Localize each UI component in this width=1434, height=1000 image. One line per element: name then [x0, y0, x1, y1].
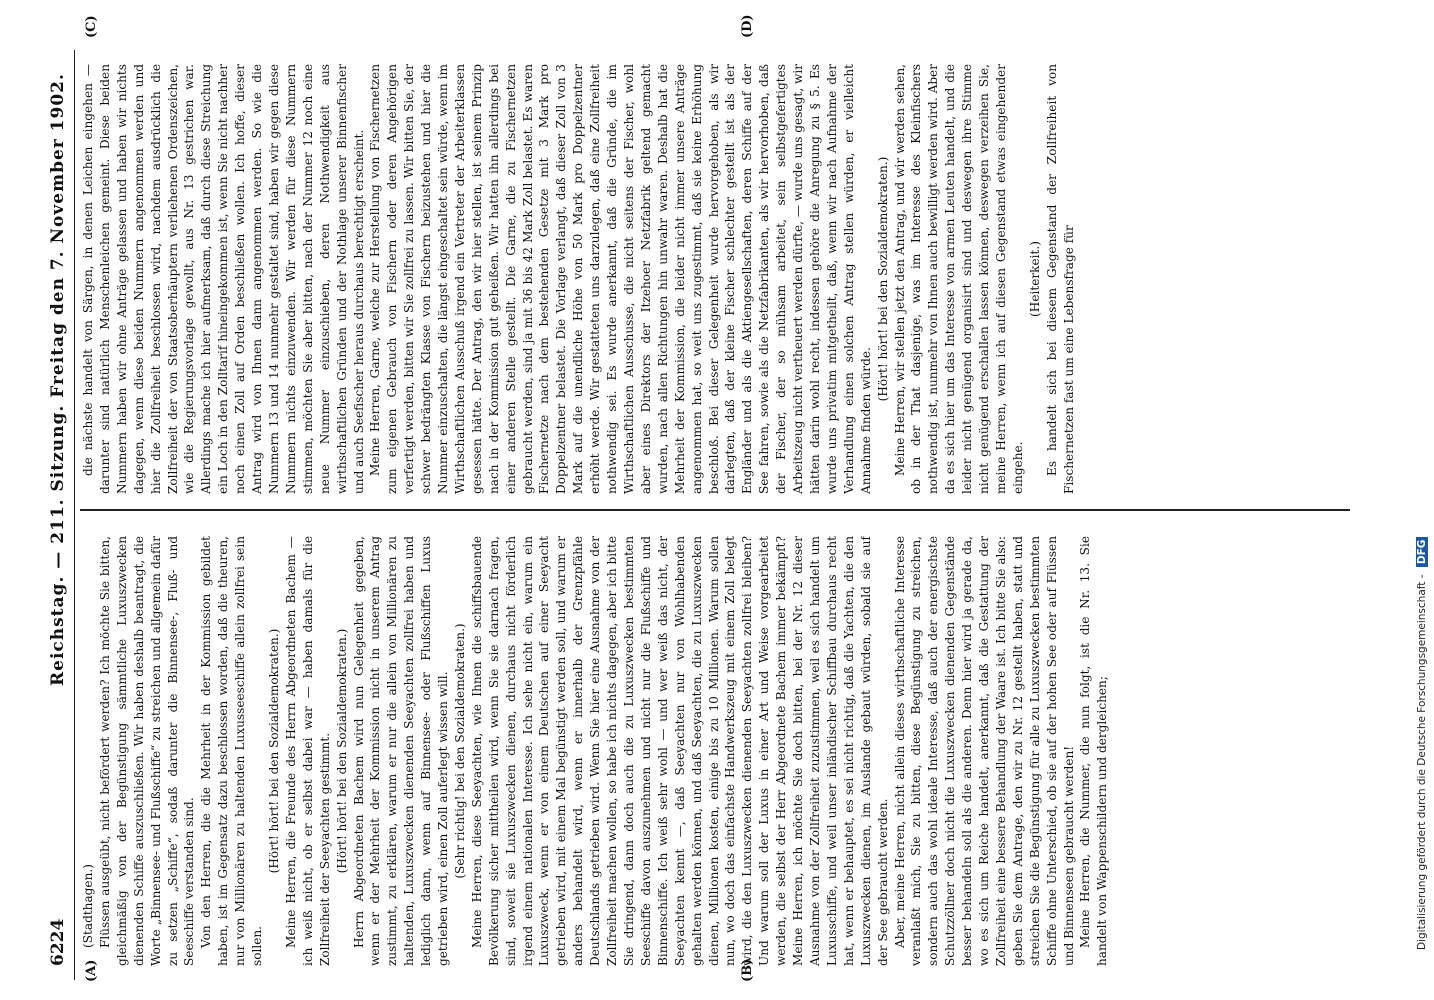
header-rule: [74, 50, 75, 980]
digitization-sidebar: [1416, 10, 1432, 950]
paragraph: Von den Herren, die die Mehrheit in der Kommission gebildet haben, ist im Gegensatz dazu beschlossen worden, daß die theuren, nur von Millionären zu haltenden Luxusseeschiffe allein zollfrei sein sollen.: [199, 536, 265, 966]
paragraph: Flüssen ausgeübt, nicht befördert werden? Ich möchte Sie bitten, gleichmäßig von der Begünstigung sämmtliche Luxuszwecken dienenden Schiffe auszuschließen. Wir haben deshalb beantragt, die Worte „Binnensee- und Flußschiffe“ zu streichen und allgemein dafür zu setzen „Schiffe“, sodaß darunter die Binnensee-, Fluß- und Seeschiffe verstanden sind.: [97, 536, 197, 966]
paragraph: Meine Herren, Garne, welche zur Herstellung von Fischernetzen zum eigenen Gebrauch von Fischern oder deren Angehörigen verfertigt werden, bitten wir Sie zollfrei zu lassen. Wir bitten Sie, der schwer bedrängten Klasse von Fischern beizustehen und hier die Nummer einzuschalten, die längst eingeschaltet sein würde, wenn im Wirthschaftlichen Ausschuß irgend ein Vertreter der Arbeiterklassen gesessen hätte. Der Antrag, den wir hier stellen, ist seinem Prinzip nach in der Kommission gut geheißen. Wir hatten ihn allerdings bei einer anderen Stelle gestellt. Die Garne, die zu Fischernetzen gebraucht werden, sind ja mit 36 bis 42 Mark Zoll belastet. Es waren Fischernetze nach dem bestehenden Gesetze mit 3 Mark pro Doppelzentner belastet. Die Vorlage verlangt, daß dieser Zoll von 3 Mark auf die unendliche Höhe von 50 Mark pro Doppelzentner erhöht werde. Wir gestatteten uns darzulegen, daß eine Zollfreiheit nothwendig sei. Es wurde anerkannt, daß die Gründe, die im Wirthschaftlichen Ausschusse, die nicht seitens der Fischer, wohl aber eines Direktors der Itzehoer Netzfabrik geltend gemacht wurden, nach allen Richtungen hin unwahr waren. Deshalb hat die Mehrheit der Kommission, die leider nicht immer unsere Anträge angenommen hat, so weit uns zugestimmt, daß sie keine Erhöhung beschloß. Bei dieser Gelegenheit wurde hervorgehoben, als wir darlegten, daß der kleine Fischer schlechter gestellt ist als der Engländer und als die Aktiengesellschaften, deren Schiffe auf der See fahren, sowie als die Netzfabrikanten, als wir hervorhoben, daß der Fischer, der so mühsam arbeitet, sein selbstgefertigtes Arbeitszeug nicht vertheuert werden dürfte, — wurde uns gesagt, wir hätten darin wohl recht, indessen gehöre die Anregung zu § 5. Es wurde uns privatim mitgetheilt, daß, wenn wir nach Aufnahme der Verhandlung einen solchen Antrag stellen würden, er vielleicht Annahme finden würde.: [368, 64, 873, 494]
interjection: (Sehr richtig! bei den Sozialdemokraten.): [452, 623, 467, 879]
page-header: [46, 36, 72, 966]
paragraph: (Stadthagen.): [81, 864, 95, 948]
page-number: 6224: [48, 918, 68, 966]
paragraph: Herrn Abgeordneten Bachem wird nun Gelegenheit gegeben, wenn er der Mehrheit der Kommission nicht in unserem Antrag zustimmt, zu erklären, warum er nur die allein von Millionären zu haltenden, Luxuszwecken dienenden Seeyachten zollfrei haben und lediglich dann, wenn auf Binnensee- oder Flußschiffen Luxus getrieben wird, einen Zoll auferlegt wissen will.: [351, 536, 451, 966]
paragraph: die nächste handelt von Särgen, in denen Leichen eingehen — darunter sind natürlich Menschenleichen gemeint. Diese beiden Nummern haben wir ohne Anträge gelassen und haben wir nichts dagegen, wenn diese beiden Nummern angenommen werden und hier die Zollfreiheit beschlossen wird, nachdem ausdrücklich die Zollfreiheit der von Staatsoberhäuptern verliehenen Ordenszeichen, wie die Regierungsvorlage gewollt, aus Nr. 13 gestrichen war. Allerdings mache ich hier aufmerksam, daß durch diese Streichung ein Loch in den Zolltarif hineingekommen ist, wenn Sie nicht nachher noch einen Zoll auf Orden beschließen wollen. Ich hoffe, dieser Antrag wird von Ihnen dann angenommen werden. So wie die Nummern 13 und 14 nunmehr gestaltet sind, haben wir gegen diese Nummern nichts einzuwenden. Wir werden für diese Nummern stimmen, möchten Sie aber bitten, nach der Nummer 12 noch eine neue Nummer einzuschieben, deren Nothwendigkeit aus wirthschaftlichen Gründen und der Nothlage unserer Binnenfischer und auch Seefischer heraus durchaus berechtigt erscheint.: [81, 64, 366, 494]
paragraph: Meine Herren, die Freunde des Herrn Abgeordneten Bachem — ich weiß nicht, ob er selbst dabei war — haben damals für die Zollfreiheit der Seeyachten gestimmt.: [283, 536, 332, 966]
paragraph: Meine Herren, diese Seeyachten, wie Ihnen die schiffsbauende Bevölkerung sicher mittheilen wird, wenn Sie sie darnach fragen, sind, soweit sie Luxuszwecken dienen, durchaus nicht förderlich irgend einem nationalen Interesse. Ich sehe nicht ein, warum ein Luxuszweck, wenn er von einem Deutschen auf einer Seeyacht getrieben wird, mit einem Mal begünstigt werden soll, und warum er anders behandelt wird, wenn er innerhalb der Grenzpfähle Deutschlands getrieben wird. Wenn Sie hier eine Ausnahme von der Zollfreiheit machen wollen, so habe ich nichts dagegen, aber ich bitte Sie dringend, dann doch auch die zu Luxuszwecken bestimmten Seeschiffe davon auszunehmen und nicht nur die Flußschiffe und Binnenschiffe. Ich weiß sehr wohl — und wer weiß das nicht, der Seeyachten kennt —, daß Seeyachten nur von Wohlhabenden gehalten werden können, und daß Seeyachten, die zu Luxuszwecken dienen, Millionen kosten, einige bis zu 10 Millionen. Warum sollen nun, wo doch das einfachste Handwerkszeug mit einem Zoll belegt wird, die den Luxuszwecken dienenden Seeyachten zollfrei bleiben? Und warum soll der Luxus in einer Art und Weise vorgearbeitet werden, die selbst der Herr Abgeordnete Bachem immer bekämpft? Meine Herren, ich möchte Sie doch bitten, bei der Nr. 12 dieser Ausnahme von der Zollfreiheit zuzustimmen, weil es sich handelt um Luxusschiffe, und weil unser inländischer Schiffbau durchaus recht hat, wenn er behauptet, es sei nicht richtig, daß die Yachten, die den Luxuszwecken dienen, im Auslande gebaut würden, sobald sie auf der See gebraucht werden.: [469, 536, 890, 966]
page-title: Reichstag. — 211. Sitzung. Freitag den 7. November 1902.: [48, 73, 68, 686]
paragraph: Aber, meine Herren, nicht allein dieses wirthschaftliche Interesse veranlaßt mich, Sie zu bitten, diese Begünstigung zu streichen, sondern auch das wohl ideale Interesse, daß auch der energischste Schutzzöllner doch nicht die Luxuszwecken dienenden Gegenstände besser behandeln soll als die anderen. Denn hier wird ja gerade da, wo es sich um Reiche handelt, anerkannt, daß die Gestattung der Zollfreiheit eine bessere Behandlung der Waare ist. Ich bitte Sie also: geben Sie dem Antrage, den wir zu Nr. 12 gestellt haben, statt und streichen Sie die Begünstigung für alle zu Luxuszwecken bestimmten Schiffe ohne Unterschied, ob sie auf der hohen See oder auf Flüssen und Binnenseen gebraucht werden!: [892, 536, 1076, 966]
interjection: (Heiterkeit.): [1027, 241, 1042, 317]
paragraph: Meine Herren, wir stellen jetzt den Antrag, und wir werden sehen, ob in der That dasjenige, was im Interesse des Kleinfischers nothwendig ist, nunmehr von Ihnen auch bewilligt werden wird. Aber da es sich hier um das Interesse von armen Leuten handelt, und die leider nicht genügend organisirt sind und deswegen ihre Stimme nicht genügend erschallen lassen können, deswegen verzeihen Sie, meine Herren, wenn ich auf diesen Gegenstand etwas eingehender eingehe.: [892, 64, 1025, 494]
paragraph: Es handelt sich bei diesem Gegenstand der Zollfreiheit von Fischernetzen fast um eine Lebensfrage für: [1044, 64, 1076, 494]
margin-marker-d: (D): [740, 14, 755, 38]
interjection: (Hört! hört! bei den Sozialdemokraten.): [266, 628, 281, 874]
dfg-logo: DFG: [1416, 537, 1428, 568]
column-divider: [80, 509, 1350, 511]
margin-marker-c: (C): [84, 15, 99, 38]
interjection: (Hört! hört! bei den Sozialdemokraten.): [334, 628, 349, 874]
digitization-note: Digitalisierung gefördert durch die Deutsche Forschungsgemeinschaft -: [1416, 574, 1428, 950]
margin-marker-a: (A): [84, 959, 99, 982]
right-column: [80, 64, 1350, 494]
interjection: (Hört! hört! bei den Sozialdemokraten.): [875, 156, 890, 402]
paragraph: Meine Herren, die Nummer, die nun folgt, ist die Nr. 13. Sie handelt von Wappenschildern und dergleichen;: [1078, 536, 1110, 966]
rotated-page: [40, 14, 1400, 982]
left-column: [80, 536, 1350, 966]
margin-marker-b: (B): [740, 958, 755, 982]
